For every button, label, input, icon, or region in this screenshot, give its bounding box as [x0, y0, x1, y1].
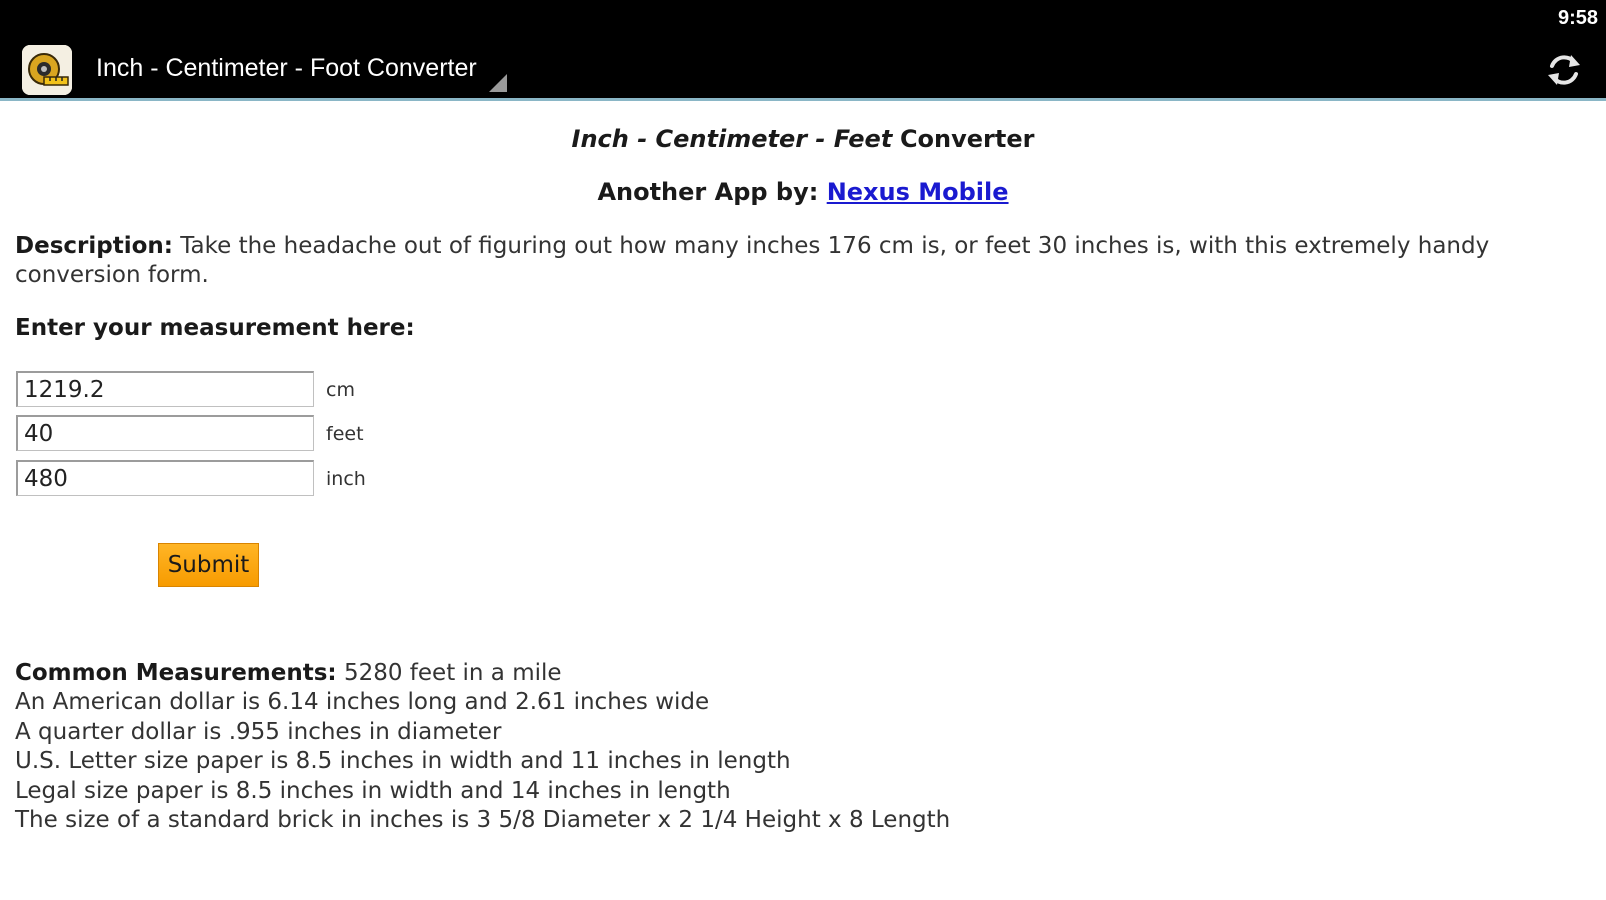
corner-triangle-icon — [489, 74, 507, 92]
common-line: A quarter dollar is .955 inches in diameter — [15, 718, 502, 745]
heading-normal: Converter — [899, 125, 1035, 153]
common-first-line — [15, 659, 1515, 688]
description — [15, 232, 1593, 290]
common-label: Common Measurements: — [15, 660, 337, 686]
cm-input[interactable] — [16, 371, 314, 407]
web-content — [0, 101, 1606, 900]
status-time: 9:58 — [1557, 7, 1598, 29]
byline — [0, 178, 1606, 206]
heading-italic: Inch - Centimeter - Feet — [571, 125, 893, 153]
enter-measurement-label: Enter your measurement here: — [15, 315, 415, 341]
common-line: An American dollar is 6.14 inches long and 2.61 inches wide — [15, 689, 710, 716]
common-line: U.S. Letter size paper is 8.5 inches in width and 11 inches in length — [15, 748, 791, 775]
inch-unit-label: inch — [326, 468, 366, 490]
status-bar — [0, 0, 1606, 38]
description-text: Take the headache out of figuring out how many inches 176 cm is, or feet 30 inches is, with this extremely handy conversion form. — [15, 233, 1490, 288]
tape-measure-icon[interactable] — [22, 45, 72, 95]
feet-unit-label: feet — [326, 423, 364, 445]
common-line: The size of a standard brick in inches is 3 5/8 Diameter x 2 1/4 Height x 8 Length — [15, 807, 951, 834]
nexus-mobile-link[interactable]: Nexus Mobile — [826, 178, 1009, 206]
refresh-icon[interactable] — [1544, 50, 1584, 90]
byline-prefix: Another App by: — [597, 178, 819, 206]
action-bar — [0, 38, 1606, 101]
inch-input[interactable] — [16, 460, 314, 496]
common-first: 5280 feet in a mile — [343, 660, 562, 686]
common-measurements — [15, 659, 1515, 835]
description-label: Description: — [15, 233, 173, 259]
app-title: Inch - Centimeter - Foot Converter — [96, 54, 477, 82]
common-line: Legal size paper is 8.5 inches in width and 14 inches in length — [15, 777, 731, 804]
cm-unit-label: cm — [326, 379, 355, 401]
submit-button[interactable]: Submit — [158, 543, 259, 587]
feet-input[interactable] — [16, 415, 314, 451]
page-heading — [0, 125, 1606, 153]
